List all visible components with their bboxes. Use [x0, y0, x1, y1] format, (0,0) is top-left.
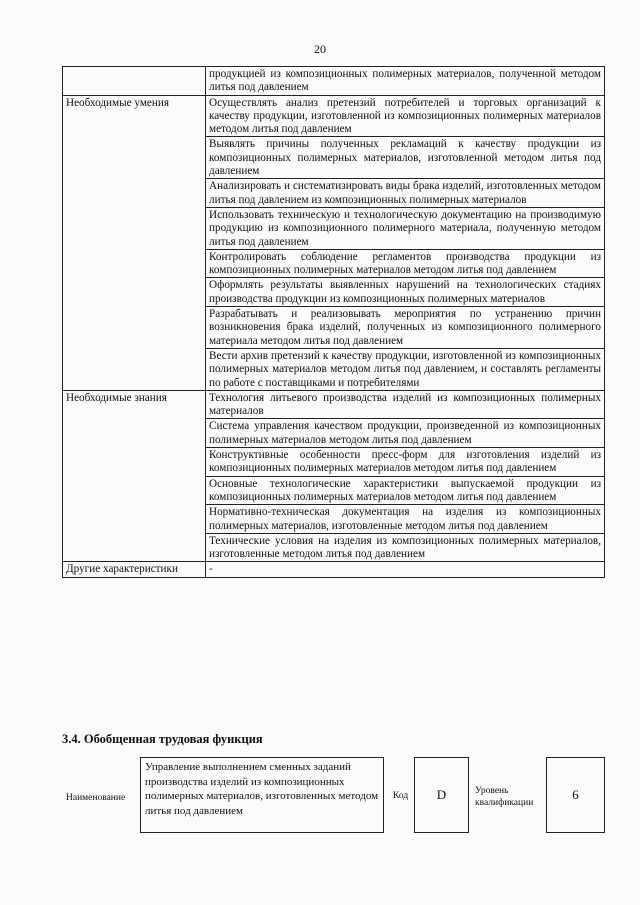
row-label-cell: Другие характеристики	[63, 562, 206, 577]
row-content-cell: Контролировать соблюдение регламентов производства продукции из композиционных полимерных материалов методом литья под давлением	[206, 249, 605, 278]
name-label: Наименование	[66, 793, 126, 803]
row-content-cell: Конструктивные особенности пресс-форм для изготовления изделий из композиционных полимерных материалов методом литья под давлением	[206, 448, 605, 477]
skills-knowledge-table	[62, 66, 605, 578]
row-content-cell: Нормативно-техническая документация на изделия из композиционных полимерных материалов, изготовленные методом литья под давлением	[206, 505, 605, 534]
row-content-cell: Вести архив претензий к качеству продукции, изготовленной из композиционных полимерных материалов методом литья под давлением, и составлять регламенты по работе с поставщиками и потребителями	[206, 348, 605, 390]
qualification-level-value-box: 6	[546, 757, 605, 833]
row-content-cell: Разрабатывать и реализовывать мероприятия по устранению причин возникновения брака изделий, полученных из композиционного полимерного материала методом литья под давлением	[206, 307, 605, 349]
row-content-cell: Анализировать и систематизировать виды брака изделий, изготовленных методом литья под давлением из композиционных полимерных материалов	[206, 179, 605, 208]
row-content-cell: Основные технологические характеристики выпускаемой продукции из композиционных полимерных материалов методом литья под давлением	[206, 476, 605, 505]
table-row	[63, 390, 605, 419]
row-content-cell: Технология литьевого производства изделий из композиционных полимерных материалов	[206, 390, 605, 419]
row-content-cell: Технические условия на изделия из композиционных полимерных материалов, изготовленные методом литья под давлением	[206, 533, 605, 562]
table-row	[63, 95, 605, 137]
section-heading: 3.4. Обобщенная трудовая функция	[62, 732, 263, 746]
qualification-level-label-line2: квалификации	[475, 798, 534, 808]
page-number: 20	[314, 42, 326, 56]
name-value-box: Управление выполнением сменных заданий производства изделий из композиционных полимерных материалов, изготовленных методом литья под давлением	[140, 757, 384, 833]
row-content-cell: продукцией из композиционных полимерных материалов, полученной методом литья под давлением	[206, 67, 605, 96]
row-content-cell: Оформлять результаты выявленных нарушений на технологических стадиях производства продукции из композиционных полимерных материалов	[206, 278, 605, 307]
qualification-level-label	[475, 785, 533, 809]
table-row	[63, 67, 605, 96]
row-label-cell	[63, 67, 206, 96]
code-label: Код	[393, 791, 409, 801]
row-content-cell: Система управления качеством продукции, произведенной из композиционных полимерных материалов методом литья под давлением	[206, 419, 605, 448]
row-content-cell: Использовать техническую и технологическую документацию на производимую продукцию из композиционного полимерного материала, полученную методом литья под давлением	[206, 207, 605, 249]
row-content-cell: -	[206, 562, 605, 577]
row-content-cell: Осуществлять анализ претензий потребителей и торговых организаций к качеству продукции, изготовленной из композиционных полимерных материалов методом литья под давлением	[206, 95, 605, 137]
table-row	[63, 562, 605, 577]
code-value-box: D	[414, 757, 469, 833]
qualification-level-label-line1: Уровень	[475, 786, 509, 796]
row-label-cell: Необходимые умения	[63, 95, 206, 390]
row-label-cell: Необходимые знания	[63, 390, 206, 562]
row-content-cell: Выявлять причины полученных рекламаций к качеству продукции из композиционных полимерных материалов, изготовленной методом литья под давлением	[206, 137, 605, 179]
